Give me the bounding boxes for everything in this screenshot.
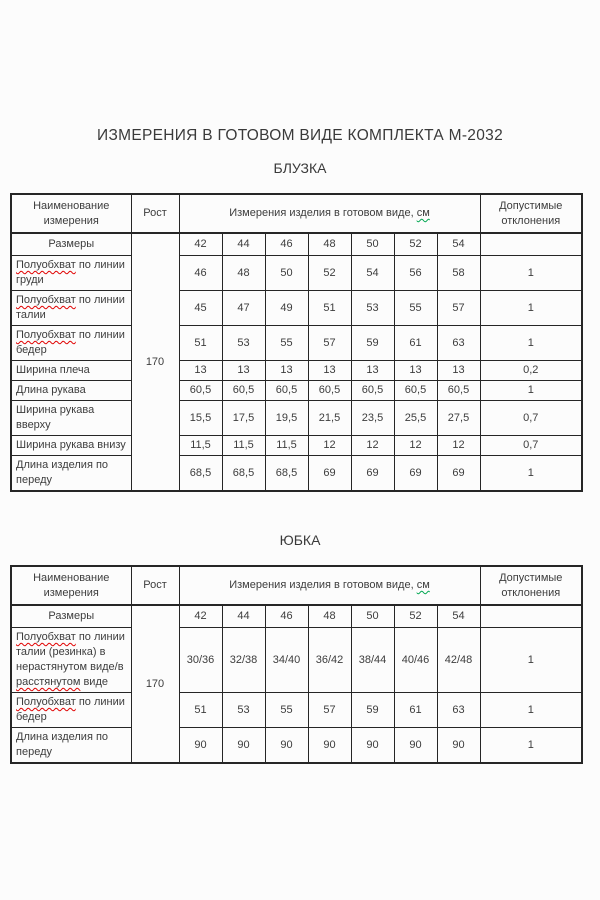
value-cell: 51	[308, 291, 351, 326]
value-cell: 51	[179, 326, 222, 361]
value-cell: 27,5	[437, 401, 480, 436]
value-cell: 49	[265, 291, 308, 326]
col-header-height: Рост	[131, 194, 179, 233]
value-cell: 53	[351, 291, 394, 326]
value-cell: 61	[394, 693, 437, 728]
value-cell: 32/38	[222, 628, 265, 693]
value-cell: 60,5	[179, 381, 222, 401]
value-cell: 68,5	[179, 456, 222, 492]
sizes-row	[11, 233, 582, 256]
value-cell: 12	[308, 436, 351, 456]
value-cell: 13	[265, 361, 308, 381]
sizes-label-cell: Размеры	[11, 233, 131, 256]
value-cell: 52	[308, 256, 351, 291]
col-header-measurements: Измерения изделия в готовом виде, см	[179, 566, 480, 605]
size-header-cell: 54	[437, 605, 480, 628]
size-header-cell: 52	[394, 233, 437, 256]
deviation-empty-cell	[480, 605, 582, 628]
measurement-row	[11, 381, 582, 401]
value-cell: 12	[437, 436, 480, 456]
value-cell: 15,5	[179, 401, 222, 436]
value-cell: 55	[265, 693, 308, 728]
value-cell: 12	[394, 436, 437, 456]
value-cell: 13	[308, 361, 351, 381]
measurement-name-cell: Полуобхват по линии бедер	[11, 693, 131, 728]
value-cell: 34/40	[265, 628, 308, 693]
value-cell: 60,5	[437, 381, 480, 401]
value-cell: 50	[265, 256, 308, 291]
value-cell: 13	[222, 361, 265, 381]
value-cell: 40/46	[394, 628, 437, 693]
height-value-cell: 170	[131, 605, 179, 763]
measurement-row	[11, 361, 582, 381]
value-cell: 47	[222, 291, 265, 326]
measurement-row	[11, 436, 582, 456]
value-cell: 60,5	[394, 381, 437, 401]
size-header-cell: 46	[265, 605, 308, 628]
measurement-row	[11, 326, 582, 361]
unit-grammar-marked: см	[416, 207, 430, 219]
col-header-height: Рост	[131, 566, 179, 605]
measurement-name-cell: Длина изделия по переду	[11, 728, 131, 764]
measurement-name-cell: Полуобхват по линии груди	[11, 256, 131, 291]
value-cell: 68,5	[265, 456, 308, 492]
value-cell: 56	[394, 256, 437, 291]
deviation-cell: 1	[480, 381, 582, 401]
value-cell: 23,5	[351, 401, 394, 436]
sizes-label-cell: Размеры	[11, 605, 131, 628]
col-header-deviation: Допустимые отклонения	[480, 194, 582, 233]
size-header-cell: 44	[222, 233, 265, 256]
misspelled-word: расстянутом	[16, 676, 81, 688]
col-header-name: Наименование измерения	[11, 194, 131, 233]
deviation-cell: 1	[480, 456, 582, 492]
misspelled-word: Полуобхват	[16, 294, 76, 306]
skirt-measurements-table	[10, 565, 583, 764]
value-cell: 90	[394, 728, 437, 764]
value-cell: 63	[437, 326, 480, 361]
value-cell: 21,5	[308, 401, 351, 436]
deviation-cell: 1	[480, 291, 582, 326]
value-cell: 13	[351, 361, 394, 381]
value-cell: 45	[179, 291, 222, 326]
value-cell: 55	[394, 291, 437, 326]
col-header-name: Наименование измерения	[11, 566, 131, 605]
value-cell: 30/36	[179, 628, 222, 693]
value-cell: 90	[351, 728, 394, 764]
sizes-row	[11, 605, 582, 628]
value-cell: 51	[179, 693, 222, 728]
size-header-cell: 42	[179, 605, 222, 628]
value-cell: 13	[179, 361, 222, 381]
value-cell: 11,5	[222, 436, 265, 456]
value-cell: 60,5	[265, 381, 308, 401]
value-cell: 58	[437, 256, 480, 291]
value-cell: 57	[308, 326, 351, 361]
deviation-cell: 1	[480, 628, 582, 693]
value-cell: 46	[179, 256, 222, 291]
size-header-cell: 48	[308, 233, 351, 256]
measurement-name-cell: Длина изделия по переду	[11, 456, 131, 492]
measurement-name-cell: Ширина рукава внизу	[11, 436, 131, 456]
deviation-cell: 0,2	[480, 361, 582, 381]
deviation-cell: 1	[480, 256, 582, 291]
size-header-cell: 50	[351, 233, 394, 256]
blouse-measurements-table	[10, 193, 583, 492]
section-title-blouse: БЛУЗКА	[273, 160, 327, 176]
value-cell: 57	[437, 291, 480, 326]
deviation-cell: 1	[480, 728, 582, 764]
value-cell: 69	[437, 456, 480, 492]
measurement-row	[11, 291, 582, 326]
unit-grammar-marked: см	[416, 579, 430, 591]
size-header-cell: 48	[308, 605, 351, 628]
deviation-cell: 1	[480, 693, 582, 728]
value-cell: 19,5	[265, 401, 308, 436]
value-cell: 90	[222, 728, 265, 764]
value-cell: 55	[265, 326, 308, 361]
value-cell: 48	[222, 256, 265, 291]
misspelled-word: Полуобхват	[16, 631, 76, 643]
value-cell: 90	[265, 728, 308, 764]
value-cell: 68,5	[222, 456, 265, 492]
size-header-cell: 46	[265, 233, 308, 256]
measurement-row	[11, 628, 582, 693]
value-cell: 69	[351, 456, 394, 492]
value-cell: 53	[222, 693, 265, 728]
value-cell: 53	[222, 326, 265, 361]
value-cell: 38/44	[351, 628, 394, 693]
deviation-empty-cell	[480, 233, 582, 256]
size-header-cell: 52	[394, 605, 437, 628]
value-cell: 12	[351, 436, 394, 456]
height-value-cell: 170	[131, 233, 179, 491]
value-cell: 69	[308, 456, 351, 492]
value-cell: 36/42	[308, 628, 351, 693]
value-cell: 90	[437, 728, 480, 764]
measurement-name-cell: Полуобхват по линии талии	[11, 291, 131, 326]
value-cell: 63	[437, 693, 480, 728]
value-cell: 17,5	[222, 401, 265, 436]
size-header-cell: 42	[179, 233, 222, 256]
misspelled-word: Полуобхват	[16, 696, 76, 708]
table-header-row	[11, 194, 582, 233]
document-title: ИЗМЕРЕНИЯ В ГОТОВОМ ВИДЕ КОМПЛЕКТА М-2032	[97, 127, 503, 144]
value-cell: 11,5	[265, 436, 308, 456]
size-header-cell: 44	[222, 605, 265, 628]
value-cell: 13	[394, 361, 437, 381]
value-cell: 60,5	[222, 381, 265, 401]
measurement-name-cell: Длина рукава	[11, 381, 131, 401]
measurement-row	[11, 728, 582, 764]
value-cell: 90	[308, 728, 351, 764]
value-cell: 60,5	[351, 381, 394, 401]
measurement-row	[11, 256, 582, 291]
col-header-deviation: Допустимые отклонения	[480, 566, 582, 605]
value-cell: 54	[351, 256, 394, 291]
measurement-row	[11, 456, 582, 492]
value-cell: 57	[308, 693, 351, 728]
value-cell: 69	[394, 456, 437, 492]
size-header-cell: 54	[437, 233, 480, 256]
misspelled-word: Полуобхват	[16, 329, 76, 341]
measurement-name-cell: Полуобхват по линии талии (резинка) в нерастянутом виде/в расстянутом виде	[11, 628, 131, 693]
value-cell: 42/48	[437, 628, 480, 693]
size-header-cell: 50	[351, 605, 394, 628]
value-cell: 25,5	[394, 401, 437, 436]
measurement-name-cell: Полуобхват по линии бедер	[11, 326, 131, 361]
table-header-row	[11, 566, 582, 605]
value-cell: 90	[179, 728, 222, 764]
misspelled-word: Полуобхват	[16, 259, 76, 271]
col-header-measurements: Измерения изделия в готовом виде, см	[179, 194, 480, 233]
deviation-cell: 0,7	[480, 401, 582, 436]
measurement-row	[11, 693, 582, 728]
measurement-name-cell: Ширина плеча	[11, 361, 131, 381]
value-cell: 59	[351, 693, 394, 728]
value-cell: 59	[351, 326, 394, 361]
value-cell: 11,5	[179, 436, 222, 456]
deviation-cell: 1	[480, 326, 582, 361]
value-cell: 13	[437, 361, 480, 381]
deviation-cell: 0,7	[480, 436, 582, 456]
value-cell: 60,5	[308, 381, 351, 401]
value-cell: 61	[394, 326, 437, 361]
measurement-row	[11, 401, 582, 436]
section-title-skirt: ЮБКА	[279, 532, 321, 548]
measurement-name-cell: Ширина рукава вверху	[11, 401, 131, 436]
